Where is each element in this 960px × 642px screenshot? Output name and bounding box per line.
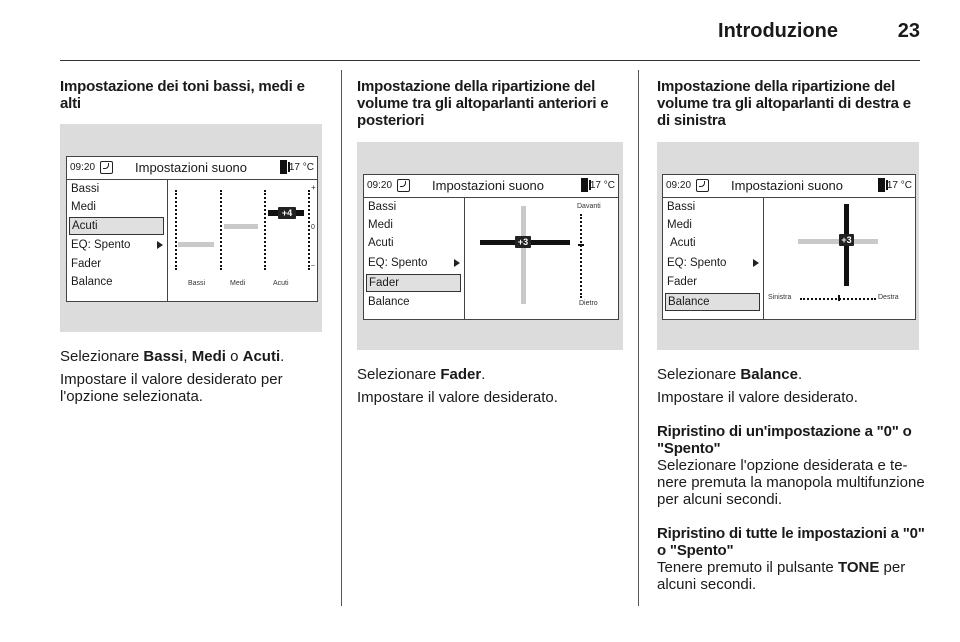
- balance-value-badge: +3: [839, 234, 854, 246]
- instruction-set-value: Impostare il valore desiderato.: [357, 389, 558, 406]
- text: o: [225, 348, 243, 365]
- instruction-select-fader: [357, 366, 627, 383]
- display-screen: [66, 156, 318, 302]
- balance-marker: [838, 295, 840, 301]
- temperature: 17 °C: [288, 162, 314, 173]
- balance-area: [764, 198, 915, 319]
- scale-plus: +: [311, 183, 316, 192]
- section-name: Introduzione: [718, 20, 838, 42]
- menu-item-bassi[interactable]: Bassi: [667, 201, 696, 213]
- balance-cross-horizontal: [798, 239, 878, 244]
- clock-icon: [696, 179, 709, 192]
- eq-label-bassi: Bassi: [188, 280, 206, 287]
- menu-item-balance[interactable]: Balance: [71, 276, 113, 288]
- thermometer-icon: [280, 160, 287, 174]
- text-reset-one: Selezionare l'opzione desiderata e tenere premuta la manopola multifunzione per alcuni secondi.: [657, 457, 925, 508]
- column-balance: [657, 78, 925, 129]
- eq-scale-acuti: [264, 190, 266, 270]
- fader-marker: [578, 244, 584, 246]
- heading-fader: Impostazione della ripartizione del volume tra gli altoparlanti anteriori e posteriori: [357, 78, 609, 129]
- eq-scale-bassi: [175, 190, 177, 270]
- menu-item-medi[interactable]: Medi: [368, 219, 393, 231]
- menu-item-eq[interactable]: [69, 237, 164, 253]
- menu-item-medi[interactable]: Medi: [71, 201, 96, 213]
- column-fader: [357, 78, 627, 129]
- thermometer-icon: [581, 178, 588, 192]
- menu-item-balance[interactable]: Balance: [665, 293, 760, 311]
- column-divider: [341, 70, 342, 606]
- screen-title: Impostazioni suono: [731, 178, 844, 193]
- menu-item-balance[interactable]: Balance: [368, 296, 410, 308]
- menu-item-eq-label: EQ: Spento: [667, 257, 727, 269]
- instruction-select-balance: [657, 366, 925, 383]
- screen-title: Impostazioni suono: [135, 160, 248, 175]
- keyword-bassi: Bassi: [143, 348, 184, 365]
- display-screen: [662, 174, 916, 320]
- text-reset-all: [657, 559, 925, 593]
- column-fader-text: [357, 366, 627, 406]
- text: Selezionare: [60, 348, 144, 365]
- keyword-tone: TONE: [837, 559, 880, 576]
- text: Selezionare: [657, 366, 741, 383]
- eq-scale-medi: [220, 190, 222, 270]
- eq-label-medi: Medi: [230, 280, 246, 287]
- instruction-select-tone: [60, 348, 328, 365]
- arrow-right-icon: [753, 259, 759, 267]
- label-rear: Dietro: [579, 300, 598, 307]
- thermometer-icon: [878, 178, 885, 192]
- keyword-medi: Medi: [191, 348, 226, 365]
- arrow-right-icon: [157, 241, 163, 249]
- text: Tenere premuto il pulsante: [657, 559, 838, 576]
- clock-icon: [397, 179, 410, 192]
- eq-level-medi: [224, 224, 258, 229]
- text: Selezionare: [357, 366, 441, 383]
- heading-balance: Impostazione della ripartizione del volume tra gli altoparlanti di destra e di sinistra: [657, 78, 911, 129]
- menu-item-acuti[interactable]: Acuti: [368, 237, 394, 249]
- display-screen: [363, 174, 619, 320]
- menu-item-fader[interactable]: Fader: [71, 258, 102, 270]
- screenshot-tone: [60, 124, 322, 332]
- menu-item-eq[interactable]: [366, 255, 461, 271]
- clock-time: 09:20: [70, 162, 96, 173]
- screenshot-fader: [357, 142, 623, 350]
- label-left: Sinistra: [768, 294, 792, 301]
- menu-item-eq-label: EQ: Spento: [71, 239, 131, 251]
- text: .: [280, 348, 285, 365]
- screen-title: Impostazioni suono: [432, 178, 545, 193]
- status-bar: [364, 175, 618, 198]
- page-header: [60, 0, 920, 61]
- heading-reset-one: Ripristino di un'impostazione a "0" o "Spento": [657, 423, 912, 457]
- screenshot-balance: [657, 142, 919, 350]
- eq-scale-reference: [308, 190, 310, 270]
- arrow-right-icon: [454, 259, 460, 267]
- column-divider: [638, 70, 639, 606]
- temperature: 17 °C: [589, 180, 615, 191]
- instruction-set-value: Impostare il valore desiderato per l'opzione selezionata.: [60, 371, 283, 405]
- heading-tone: Impostazione dei toni bassi, medi e alti: [60, 78, 305, 112]
- scale-zero: 0: [311, 224, 315, 231]
- clock-icon: [100, 161, 113, 174]
- menu-item-acuti[interactable]: Acuti: [670, 237, 696, 249]
- status-bar: [663, 175, 915, 198]
- settings-menu: [364, 197, 465, 319]
- menu-item-eq-label: EQ: Spento: [368, 257, 428, 269]
- settings-menu: [67, 179, 168, 301]
- fader-area: [465, 198, 618, 319]
- eq-level-bassi: [178, 242, 214, 247]
- clock-time: 09:20: [367, 180, 393, 191]
- text: ,: [183, 348, 192, 365]
- menu-item-fader[interactable]: Fader: [667, 276, 698, 288]
- menu-item-eq[interactable]: [665, 255, 760, 271]
- text: .: [481, 366, 486, 383]
- page-number: 23: [897, 20, 920, 42]
- temperature: 17 °C: [886, 180, 912, 191]
- clock-time: 09:20: [666, 180, 692, 191]
- heading-reset-all: Ripristino di tutte le impostazioni a "0" o "Spento": [657, 525, 925, 559]
- menu-item-bassi[interactable]: Bassi: [71, 183, 100, 195]
- eq-label-acuti: Acuti: [273, 280, 289, 287]
- label-front: Davanti: [577, 203, 601, 210]
- menu-item-acuti[interactable]: Acuti: [69, 217, 164, 235]
- instruction-set-value: Impostare il valore desiderato.: [657, 389, 858, 406]
- fader-value-badge: +3: [515, 236, 531, 248]
- menu-item-bassi[interactable]: Bassi: [368, 201, 397, 213]
- column-tone: [60, 78, 328, 112]
- scale-minus: –: [311, 262, 315, 269]
- keyword-balance: Balance: [740, 366, 798, 383]
- label-right: Destra: [878, 294, 899, 301]
- eq-area: [168, 180, 317, 301]
- menu-item-medi[interactable]: Medi: [667, 219, 692, 231]
- column-tone-text: [60, 348, 328, 405]
- text: per alcuni secondi.: [657, 559, 906, 593]
- status-bar: [67, 157, 317, 180]
- fader-scale: [580, 214, 582, 298]
- settings-menu: [663, 197, 764, 319]
- keyword-acuti: Acuti: [242, 348, 281, 365]
- column-balance-text: [657, 366, 925, 593]
- keyword-fader: Fader: [440, 366, 482, 383]
- fader-cross-vertical: [521, 206, 526, 304]
- text: .: [797, 366, 803, 383]
- menu-item-fader[interactable]: Fader: [366, 274, 461, 292]
- eq-value-badge: +4: [278, 207, 296, 219]
